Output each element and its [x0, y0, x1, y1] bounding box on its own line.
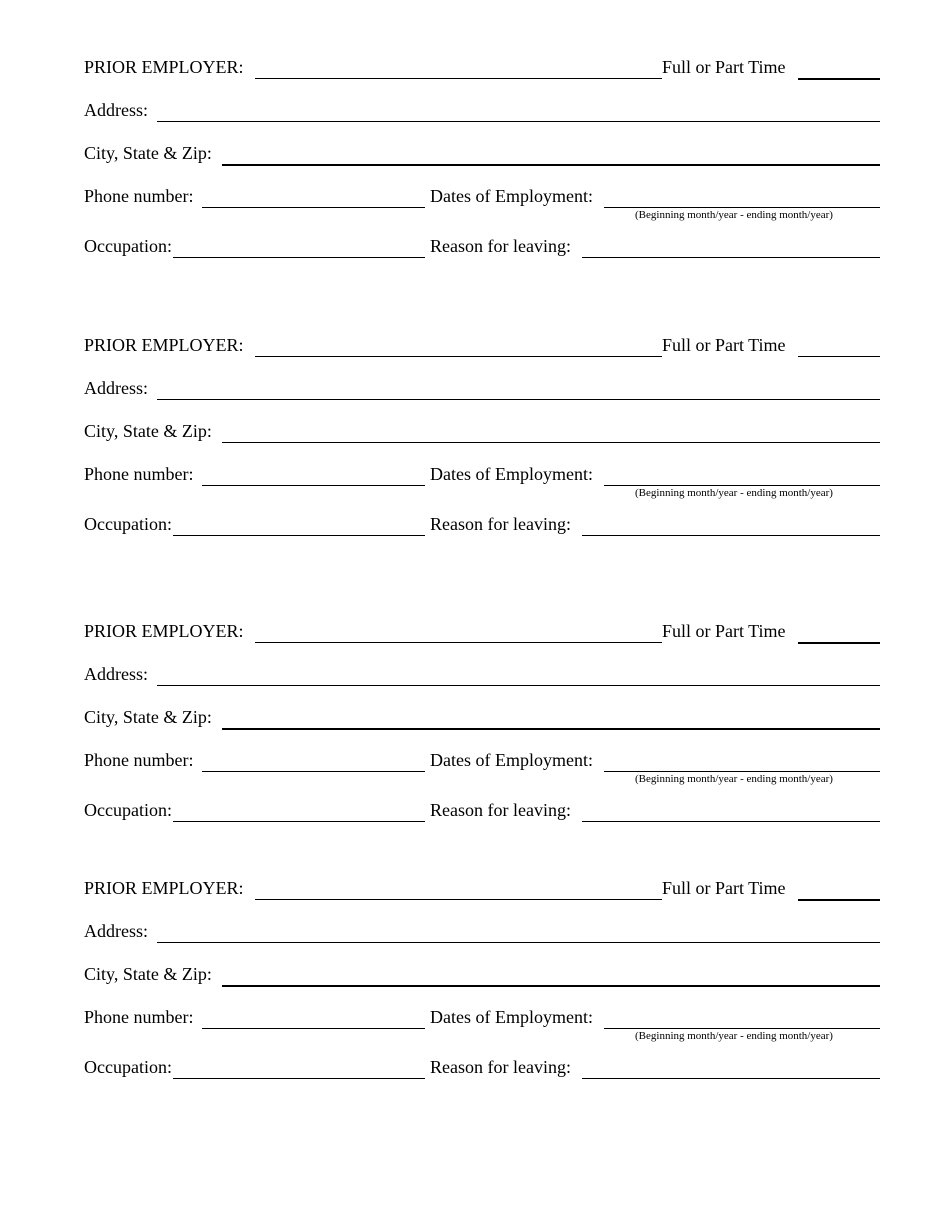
dates-of-employment-field[interactable] — [604, 485, 880, 486]
dates-of-employment-field[interactable] — [604, 1028, 880, 1029]
city-state-zip-row — [84, 706, 880, 730]
phone-dates-row — [84, 749, 880, 785]
phone-dates-row — [84, 1006, 880, 1042]
full-or-part-time-field[interactable] — [798, 642, 880, 644]
reason-for-leaving-field[interactable] — [582, 1078, 880, 1079]
dates-of-employment-label: Dates of Employment: — [430, 1007, 593, 1027]
prior-employer-block-1 — [84, 56, 880, 276]
occupation-label: Occupation: — [84, 514, 172, 534]
phone-number-label: Phone number: — [84, 186, 194, 206]
dates-of-employment-label: Dates of Employment: — [430, 750, 593, 770]
dates-hint: (Beginning month/year - ending month/year) — [635, 773, 833, 785]
dates-of-employment-field[interactable] — [604, 771, 880, 772]
reason-for-leaving-label: Reason for leaving: — [430, 800, 571, 820]
address-label: Address: — [84, 664, 148, 684]
occupation-reason-row — [84, 799, 880, 823]
address-field[interactable] — [157, 942, 880, 943]
occupation-reason-row — [84, 235, 880, 259]
reason-for-leaving-label: Reason for leaving: — [430, 514, 571, 534]
prior-employer-label: PRIOR EMPLOYER: — [84, 621, 244, 641]
phone-dates-row — [84, 185, 880, 221]
prior-employer-field[interactable] — [255, 356, 662, 357]
occupation-label: Occupation: — [84, 800, 172, 820]
occupation-field[interactable] — [173, 535, 425, 536]
address-label: Address: — [84, 100, 148, 120]
address-field[interactable] — [157, 685, 880, 686]
reason-for-leaving-label: Reason for leaving: — [430, 236, 571, 256]
full-or-part-time-label: Full or Part Time — [662, 335, 786, 355]
address-row — [84, 920, 880, 944]
dates-hint: (Beginning month/year - ending month/year) — [635, 487, 833, 499]
prior-employer-field[interactable] — [255, 78, 662, 79]
address-field[interactable] — [157, 121, 880, 122]
prior-employer-label: PRIOR EMPLOYER: — [84, 335, 244, 355]
prior-employer-row — [84, 620, 880, 644]
city-state-zip-label: City, State & Zip: — [84, 964, 212, 984]
occupation-field[interactable] — [173, 821, 425, 822]
dates-of-employment-label: Dates of Employment: — [430, 186, 593, 206]
prior-employer-row — [84, 56, 880, 80]
city-state-zip-field[interactable] — [222, 164, 880, 166]
phone-number-field[interactable] — [202, 1028, 425, 1029]
city-state-zip-label: City, State & Zip: — [84, 707, 212, 727]
city-state-zip-row — [84, 420, 880, 444]
reason-for-leaving-field[interactable] — [582, 821, 880, 822]
prior-employer-field[interactable] — [255, 899, 662, 900]
prior-employer-block-2 — [84, 334, 880, 554]
occupation-label: Occupation: — [84, 1057, 172, 1077]
phone-number-field[interactable] — [202, 485, 425, 486]
prior-employer-row — [84, 334, 880, 358]
occupation-field[interactable] — [173, 257, 425, 258]
prior-employer-block-3 — [84, 620, 880, 840]
prior-employer-row — [84, 877, 880, 901]
prior-employer-field[interactable] — [255, 642, 662, 643]
address-row — [84, 377, 880, 401]
phone-number-field[interactable] — [202, 771, 425, 772]
full-or-part-time-field[interactable] — [798, 78, 880, 80]
full-or-part-time-field[interactable] — [798, 356, 880, 357]
full-or-part-time-label: Full or Part Time — [662, 621, 786, 641]
phone-number-label: Phone number: — [84, 750, 194, 770]
city-state-zip-row — [84, 142, 880, 166]
phone-number-field[interactable] — [202, 207, 425, 208]
dates-of-employment-field[interactable] — [604, 207, 880, 208]
city-state-zip-field[interactable] — [222, 985, 880, 987]
city-state-zip-label: City, State & Zip: — [84, 421, 212, 441]
address-field[interactable] — [157, 399, 880, 400]
address-row — [84, 663, 880, 687]
occupation-field[interactable] — [173, 1078, 425, 1079]
phone-number-label: Phone number: — [84, 1007, 194, 1027]
city-state-zip-field[interactable] — [222, 728, 880, 730]
dates-hint: (Beginning month/year - ending month/year) — [635, 1030, 833, 1042]
address-label: Address: — [84, 921, 148, 941]
reason-for-leaving-label: Reason for leaving: — [430, 1057, 571, 1077]
occupation-reason-row — [84, 513, 880, 537]
prior-employer-label: PRIOR EMPLOYER: — [84, 57, 244, 77]
phone-number-label: Phone number: — [84, 464, 194, 484]
full-or-part-time-label: Full or Part Time — [662, 57, 786, 77]
occupation-label: Occupation: — [84, 236, 172, 256]
full-or-part-time-field[interactable] — [798, 899, 880, 901]
city-state-zip-label: City, State & Zip: — [84, 143, 212, 163]
dates-of-employment-label: Dates of Employment: — [430, 464, 593, 484]
address-label: Address: — [84, 378, 148, 398]
reason-for-leaving-field[interactable] — [582, 257, 880, 258]
prior-employer-block-4 — [84, 877, 880, 1097]
prior-employer-label: PRIOR EMPLOYER: — [84, 878, 244, 898]
city-state-zip-row — [84, 963, 880, 987]
dates-hint: (Beginning month/year - ending month/year) — [635, 209, 833, 221]
reason-for-leaving-field[interactable] — [582, 535, 880, 536]
address-row — [84, 99, 880, 123]
city-state-zip-field[interactable] — [222, 442, 880, 443]
occupation-reason-row — [84, 1056, 880, 1080]
phone-dates-row — [84, 463, 880, 499]
full-or-part-time-label: Full or Part Time — [662, 878, 786, 898]
